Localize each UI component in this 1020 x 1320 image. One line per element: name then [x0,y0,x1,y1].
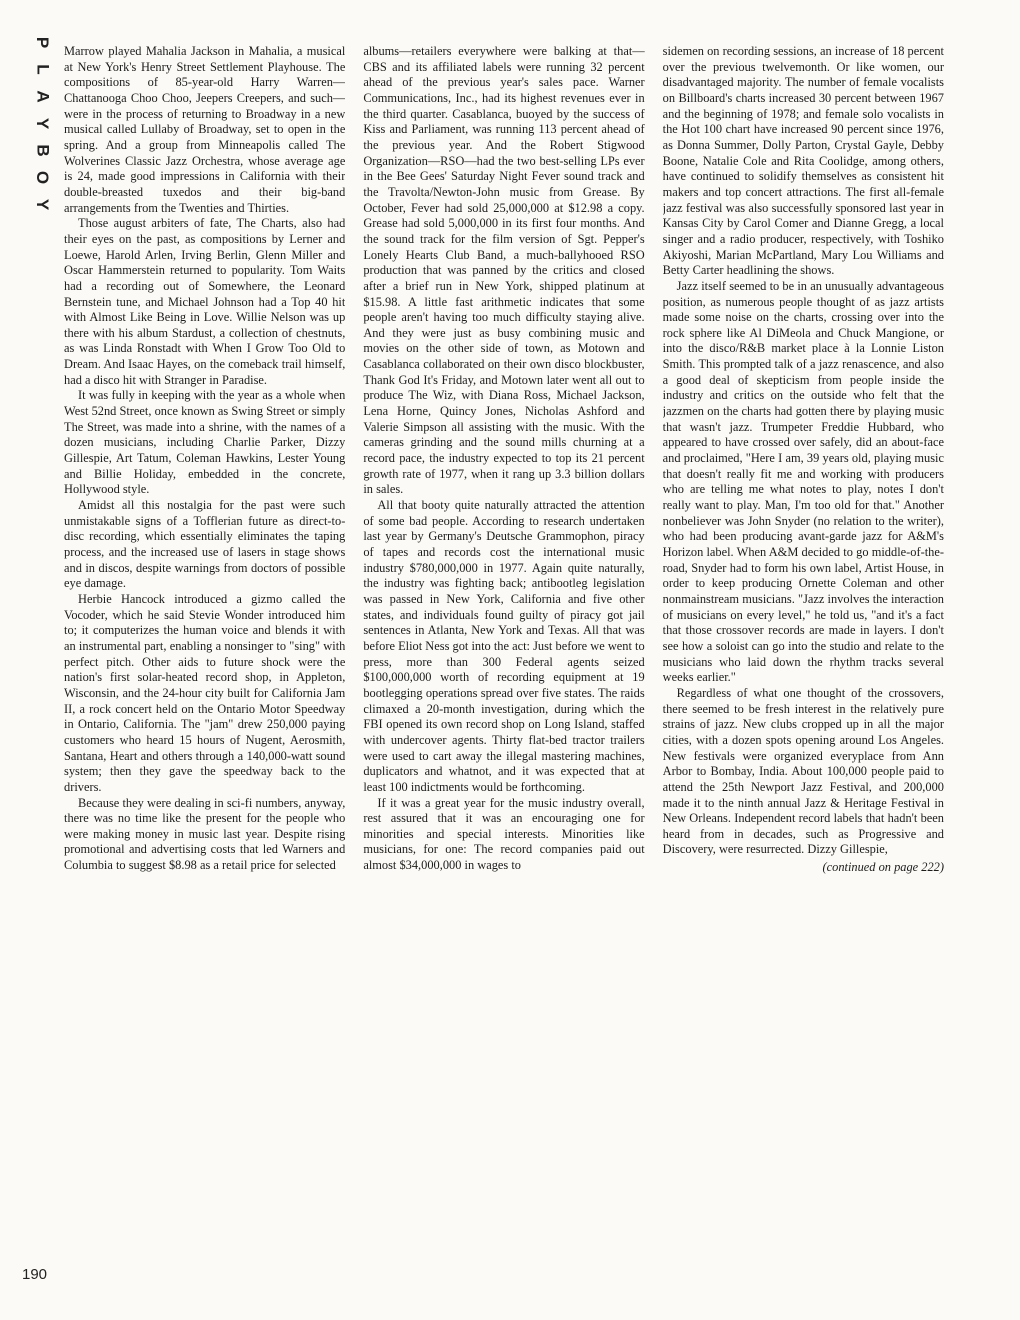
paragraph: Herbie Hancock introduced a gizmo called the Vocoder, which he said Stevie Wonder introduced him to; it computerizes the human voice and blends it with an instrumental part, enabling a nonsinger to "sing" with perfect pitch. Other aids to future shock were the nation's first solar-heated record shop, in Appleton, Wisconsin, and the 24-hour city built for California Jam II, a rock concert held on the Ontario Motor Speedway in Ontario, California. The "jam" drew 250,000 paying customers who heard 15 hours of Nugent, Aerosmith, Santana, Heart and others through a 140,000-watt sound system; then they gave the speedway back to the drivers. [64,591,346,794]
paragraph: Because they were dealing in sci-fi numbers, anyway, there was no time like the present for the people who were making money in music last year. Despite rising promotional and advertising costs that led Warners and Columbia to suggest $8.98 as a retail price for selected [64,795,346,873]
paragraph: Those august arbiters of fate, The Charts, also had their eyes on the past, as compositions by Lerner and Loewe, Harold Arlen, Irving Berlin, Glenn Miller and Oscar Hammerstein returned to popularity. Tom Waits had a recording out of Somewhere, the Leonard Bernstein tune, and Michael Johnson had a Top 40 hit with Almost Like Being in Love. Willie Nelson was up there with his album Stardust, a collection of chestnuts, as was Linda Ronstadt with When I Grow Too Old to Dream. And Isaac Hayes, on the comeback trail himself, had a disco hit with Stranger in Paradise. [64,216,346,387]
paragraph: sidemen on recording sessions, an increase of 18 percent over the previous twelvemonth. Or like women, our disadvantaged majority. The number of female vocalists on Billboard's charts increased 30 percent between 1967 and the beginning of 1978; and female solo vocalists in the Hot 100 chart have increased 90 percent since 1976, as Donna Summer, Dolly Parton, Crystal Gayle, Debby Boone, Natalie Cole and Rita Coolidge, among others, have continued to solidify themselves as consistent hit makers and top concert attractions. The first all-female jazz festival was also successfully sponsored last year in Kansas City by Carol Comer and Dianne Gregg, a local singer and a radio producer, respectively, with Toshiko Akiyoshi, Marian McPartland, Mary Lou Williams and Betty Carter headlining the shows. [662,44,944,278]
column-1 [64,44,345,1289]
column-2 [363,44,644,1289]
paragraph: If it was a great year for the music industry overall, rest assured that it was an encouraging one for minorities and special interests. Minorities like musicians, for one: The record companies paid out almost $34,000,000 in wages to [363,795,645,873]
magazine-name-letter: O [33,170,53,185]
column-3 [663,44,944,1289]
continued-note: (continued on page 222) [822,860,944,875]
paragraph: Regardless of what one thought of the crossovers, there seemed to be fresh interest in the relatively pure strains of jazz. New clubs cropped up in all the major cities, with a dozen spots opening around Los Angeles. New festivals were organized everyplace from Ann Arbor to Bombay, India. About 100,000 people paid to attend the 25th Newport Jazz Festival, and 200,000 made it to the ninth annual Jazz & Heritage Festival in New Orleans. Independent record labels that hadn't been heard from in decades, such as Progressive and Discovery, were resurrected. Dizzy Gillespie, [662,685,944,857]
paragraph: All that booty quite naturally attracted the attention of some bad people. According to research undertaken last year by Germany's Deutsche Grammophon, piracy of tapes and records cost the international music industry $780,000,000 in 1977. Again quite naturally, the industry was fighting back; antibootleg legislation was passed in New York, California and five other states, and individuals found guilty of piracy got jail sentences in Atlanta, New York and Texas. All that was before Eliot Ness got into the act: Just before we went to press, more than 300 Federal agents seized $100,000,000 worth of recording equipment at 19 bootlegging operations spread over five states. The raids climaxed a 20-month investigation, during which the FBI opened its own record shop on Long Island, staffed with undercover agents. Thirty flat-bed tractor trailers were used to cart away the illegal mastering machines, duplicators and whatnot, and it was expected that at least 100 indictments would be forthcoming. [363,498,645,794]
paragraph: Amidst all this nostalgia for the past were such unmistakable signs of a Tofflerian future as direct-to-disc recording, which essentially eliminates the taping process, and the increased use of lasers in stage shows and in discos, despite warnings from doctors of possible eye damage. [64,498,346,591]
magazine-name-letter: P [33,36,53,49]
magazine-name-letter: Y [33,117,53,130]
paragraph: albums—retailers everywhere were balking at that—CBS and its affiliated labels were running 32 percent ahead of the previous year's sales pace. Warner Communications, Inc., had its highest revenues ever in the third quarter. Casablanca, buoyed by the success of Kiss and Parliament, was running 113 percent ahead of the previous year. And the Robert Stigwood Organization—RSO—had the two best-selling LPs ever in the Bee Gees' Saturday Night Fever sound track and the Travolta/Newton-John music from Grease. By October, Fever had sold 25,000,000 at $12.98 a copy. Grease had sold 5,000,000 in its first four months. And the sound track for the film version of Sgt. Pepper's Lonely Hearts Club Band, a much-ballyhooed RSO production that was panned by the critics and closed after a brief run in New York, shipped platinum at $15.98. A little fast arithmetic indicates that some people aren't having too much difficulty staying alive. And they were just as busy combining music and movies on the other side of town, as Motown and Casablanca collaborated on their own disco blockbuster, Thank God It's Friday, and Motown later went all out to produce The Wiz, with Diana Ross, Michael Jackson, Lena Horne, Quincy Jones, Nicholas Ashford and Valerie Simpson all assisting with the music. With the cameras grinding and the sound mills churning at a record pace, the industry expected to top its 21 percent growth rate of 1977, when it rang up 3.3 billion dollars in sales. [363,44,645,497]
magazine-name-vertical [34,34,52,223]
paragraph: Marrow played Mahalia Jackson in Mahalia, a musical at New York's Henry Street Settlement Playhouse. The compositions of 85-year-old Harry Warren—Chattanooga Choo Choo, Jeepers Creepers, and such—were in the process of returning to Broadway in a new musical called Lullaby of Broadway, set to open in the spring. And a group from Minneapolis called The Wolverines Classic Jazz Orchestra, whose average age is 24, made good impressions in California with their double-breasted tuxedos and their big-band arrangements from the Twenties and Thirties. [64,44,346,215]
magazine-name-letter: L [33,64,53,75]
magazine-name-letter: Y [33,198,53,211]
page-number: 190 [22,1266,48,1283]
magazine-name-letter: A [33,90,53,103]
article-body [64,44,944,1289]
magazine-name-letter: B [33,144,53,157]
paragraph: Jazz itself seemed to be in an unusually advantageous position, as numerous people thought of as jazz artists made some noise on the charts, crossing over into the rock sphere like Al DiMeola and Chuck Mangione, or into the disco/R&B market place à la Lonnie Liston Smith. This prompted talk of a jazz renascence, and also a good deal of skepticism from people inside the industry and critics on the outside who felt that the jazzmen on the charts had gotten there by playing music that wasn't jazz. Trumpeter Freddie Hubbard, who appeared to have crossed over safely, did an about-face and proclaimed, "Here I am, 39 years old, playing music that doesn't really fit me and working with producers who are telling me what notes to play, notes I don't really want to play. Man, I'm too old for that." Another nonbeliever was John Snyder (no relation to the writer), who had been producing avant-garde jazz for A&M's Horizon label. When A&M decided to go middle-of-the-road, Snyder had to form his own label, Artist House, in order to keep producing Ornette Coleman and other nonmainstream musicians. "Jazz involves the interaction of musicians on every level," he told us, "and it's a fact that those crossover records are made in layers. I don't see how a soloist can go into the studio and relate to the musicians who laid down the rhythm tracks several weeks earlier." [662,278,944,685]
paragraph: It was fully in keeping with the year as a whole when West 52nd Street, once known as Swing Street or simply The Street, was made into a shrine, with the names of a dozen musicians, including Charlie Parker, Dizzy Gillespie, Art Tatum, Coleman Hawkins, Lester Young and Billie Holiday, embedded in the concrete, Hollywood style. [64,388,346,497]
